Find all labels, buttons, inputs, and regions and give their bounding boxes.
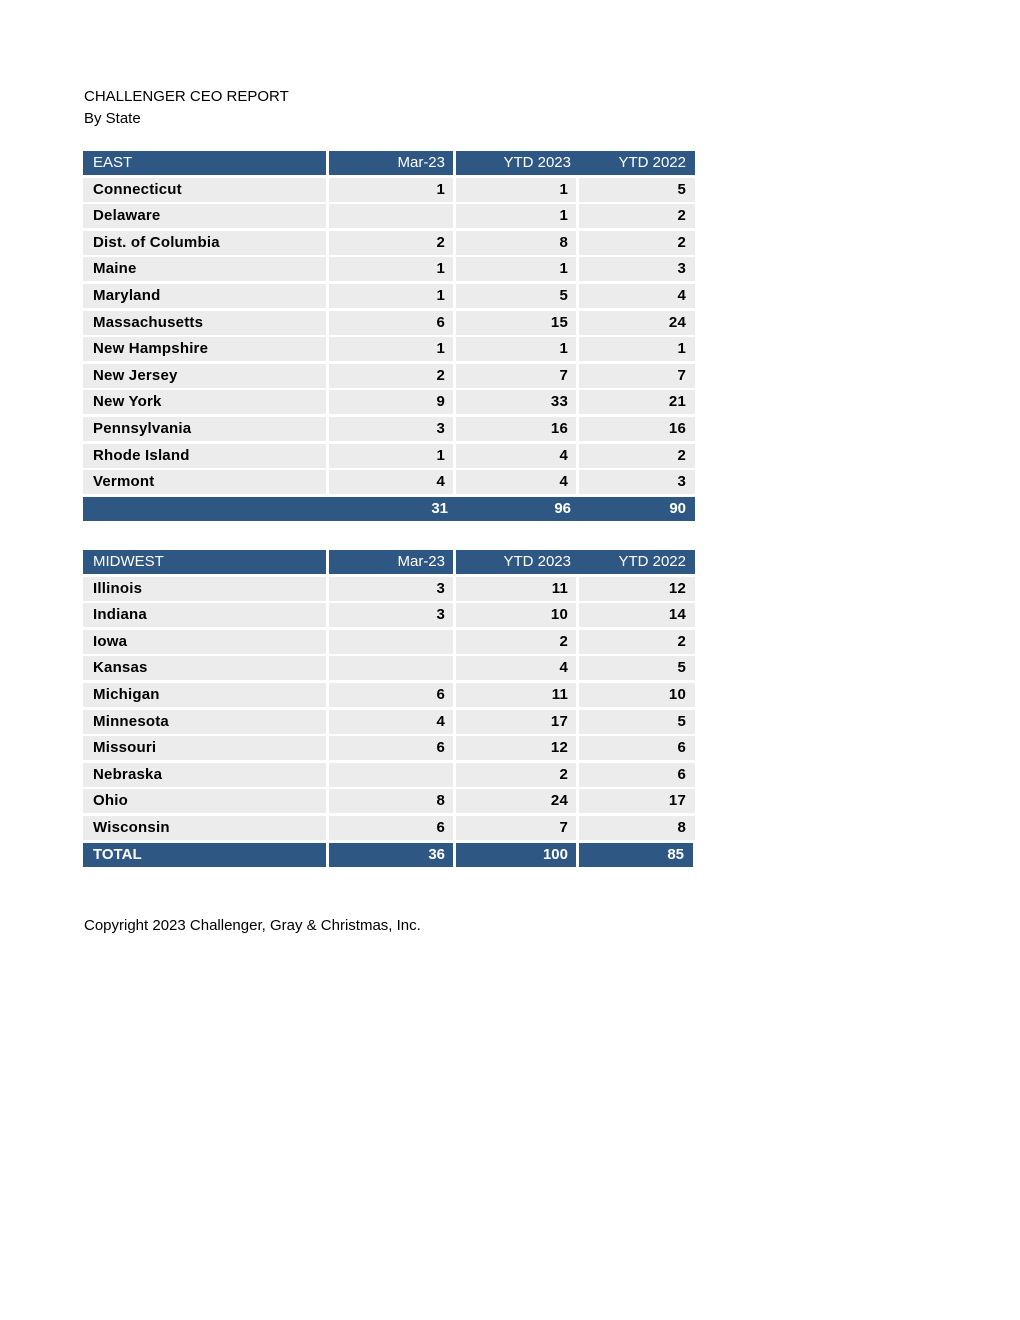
table-row <box>83 363 695 390</box>
state-name: Connecticut <box>83 178 326 202</box>
value-ytd-2022: 8 <box>579 816 695 840</box>
report-title: CHALLENGER CEO REPORT <box>84 88 289 105</box>
midwest-header-row <box>83 549 695 576</box>
state-name: New York <box>83 390 326 414</box>
region-header: MIDWEST <box>83 550 326 574</box>
value-mar-23: 6 <box>329 683 453 707</box>
value-ytd-2023: 1 <box>456 337 576 361</box>
state-name: Iowa <box>83 630 326 654</box>
value-ytd-2022: 2 <box>579 630 695 654</box>
value-ytd-2022: 2 <box>579 204 695 228</box>
table-row <box>83 629 695 656</box>
value-ytd-2022: 4 <box>579 284 695 308</box>
value-mar-23: 4 <box>329 470 453 494</box>
value-mar-23: 4 <box>329 710 453 734</box>
value-mar-23: 8 <box>329 789 453 813</box>
state-name: Indiana <box>83 603 326 627</box>
value-ytd-2023: 33 <box>456 390 576 414</box>
table-row <box>83 416 695 443</box>
value-mar-23: 1 <box>329 337 453 361</box>
value-ytd-2022: 1 <box>579 337 695 361</box>
value-ytd-2023: 7 <box>456 364 576 388</box>
value-mar-23: 9 <box>329 390 453 414</box>
value-ytd-2022: 5 <box>579 178 695 202</box>
state-name: New Jersey <box>83 364 326 388</box>
total-ytd-2022: 90 <box>579 497 695 521</box>
state-name: Dist. of Columbia <box>83 231 326 255</box>
state-name: Vermont <box>83 470 326 494</box>
value-ytd-2023: 15 <box>456 311 576 335</box>
state-name: Wisconsin <box>83 816 326 840</box>
value-ytd-2023: 4 <box>456 444 576 468</box>
value-ytd-2023: 2 <box>456 630 576 654</box>
state-name: Delaware <box>83 204 326 228</box>
column-header-ytd-2022: YTD 2022 <box>579 550 695 574</box>
state-name: Illinois <box>83 577 326 601</box>
table-row <box>83 788 695 815</box>
total-label: TOTAL <box>83 843 326 867</box>
column-header-mar-23: Mar-23 <box>329 151 453 175</box>
table-row <box>83 682 695 709</box>
value-ytd-2023: 10 <box>456 603 576 627</box>
value-mar-23: 6 <box>329 311 453 335</box>
state-name: Michigan <box>83 683 326 707</box>
total-mar-23: 36 <box>329 843 453 867</box>
table-row <box>83 256 695 283</box>
value-ytd-2022: 16 <box>579 417 695 441</box>
state-name: Pennsylvania <box>83 417 326 441</box>
total-ytd-2023: 96 <box>456 497 579 521</box>
table-row <box>83 655 695 682</box>
value-ytd-2023: 7 <box>456 816 576 840</box>
table-row <box>83 443 695 470</box>
table-row <box>83 709 695 736</box>
value-ytd-2022: 21 <box>579 390 695 414</box>
midwest-table <box>83 549 695 868</box>
value-ytd-2023: 12 <box>456 736 576 760</box>
total-mar-23: 31 <box>326 497 456 521</box>
value-ytd-2023: 11 <box>456 577 576 601</box>
value-ytd-2023: 17 <box>456 710 576 734</box>
value-ytd-2022: 5 <box>579 710 695 734</box>
state-name: Maryland <box>83 284 326 308</box>
total-ytd-2023: 100 <box>456 843 576 867</box>
value-mar-23: 3 <box>329 417 453 441</box>
value-ytd-2023: 4 <box>456 470 576 494</box>
table-row <box>83 602 695 629</box>
value-mar-23: 6 <box>329 816 453 840</box>
column-header-mar-23: Mar-23 <box>329 550 453 574</box>
table-row <box>83 576 695 603</box>
table-row <box>83 815 695 842</box>
value-ytd-2023: 2 <box>456 763 576 787</box>
state-name: Massachusetts <box>83 311 326 335</box>
value-ytd-2022: 3 <box>579 470 695 494</box>
table-row <box>83 389 695 416</box>
value-ytd-2023: 4 <box>456 656 576 680</box>
value-ytd-2022: 2 <box>579 231 695 255</box>
value-ytd-2023: 16 <box>456 417 576 441</box>
report-header <box>84 86 289 130</box>
table-row <box>83 283 695 310</box>
state-name: Rhode Island <box>83 444 326 468</box>
value-ytd-2022: 17 <box>579 789 695 813</box>
midwest-total-row <box>83 842 695 869</box>
table-row <box>83 310 695 337</box>
state-name: Nebraska <box>83 763 326 787</box>
column-header-ytd-2023: YTD 2023 <box>456 151 579 175</box>
table-row <box>83 177 695 204</box>
value-mar-23: 1 <box>329 444 453 468</box>
value-ytd-2022: 12 <box>579 577 695 601</box>
value-ytd-2023: 1 <box>456 257 576 281</box>
state-name: Kansas <box>83 656 326 680</box>
column-header-ytd-2022: YTD 2022 <box>579 151 695 175</box>
east-table <box>83 150 695 522</box>
table-row <box>83 203 695 230</box>
report-subtitle: By State <box>84 110 141 127</box>
value-mar-23 <box>329 630 453 654</box>
value-ytd-2023: 1 <box>456 178 576 202</box>
value-ytd-2022: 24 <box>579 311 695 335</box>
east-total-row <box>83 496 695 523</box>
value-mar-23: 1 <box>329 178 453 202</box>
value-ytd-2023: 8 <box>456 231 576 255</box>
region-header: EAST <box>83 151 326 175</box>
value-mar-23 <box>329 204 453 228</box>
value-mar-23: 1 <box>329 284 453 308</box>
value-ytd-2023: 1 <box>456 204 576 228</box>
copyright-notice: Copyright 2023 Challenger, Gray & Christmas, Inc. <box>84 917 421 934</box>
value-ytd-2022: 14 <box>579 603 695 627</box>
value-ytd-2022: 3 <box>579 257 695 281</box>
value-mar-23: 1 <box>329 257 453 281</box>
value-ytd-2023: 5 <box>456 284 576 308</box>
value-mar-23: 3 <box>329 603 453 627</box>
table-row <box>83 230 695 257</box>
state-name: Ohio <box>83 789 326 813</box>
value-mar-23 <box>329 656 453 680</box>
state-name: New Hampshire <box>83 337 326 361</box>
table-row <box>83 469 695 496</box>
east-header-row <box>83 150 695 177</box>
value-mar-23: 2 <box>329 231 453 255</box>
value-ytd-2022: 6 <box>579 763 695 787</box>
value-mar-23: 2 <box>329 364 453 388</box>
value-ytd-2022: 2 <box>579 444 695 468</box>
value-mar-23: 6 <box>329 736 453 760</box>
column-header-ytd-2023: YTD 2023 <box>456 550 579 574</box>
state-name: Minnesota <box>83 710 326 734</box>
table-row <box>83 336 695 363</box>
total-label <box>83 497 329 521</box>
value-ytd-2022: 5 <box>579 656 695 680</box>
table-row <box>83 735 695 762</box>
value-ytd-2023: 11 <box>456 683 576 707</box>
value-ytd-2023: 24 <box>456 789 576 813</box>
value-ytd-2022: 10 <box>579 683 695 707</box>
state-name: Missouri <box>83 736 326 760</box>
value-ytd-2022: 7 <box>579 364 695 388</box>
table-row <box>83 762 695 789</box>
value-ytd-2022: 6 <box>579 736 695 760</box>
total-ytd-2022: 85 <box>579 843 693 867</box>
value-mar-23 <box>329 763 453 787</box>
state-name: Maine <box>83 257 326 281</box>
value-mar-23: 3 <box>329 577 453 601</box>
